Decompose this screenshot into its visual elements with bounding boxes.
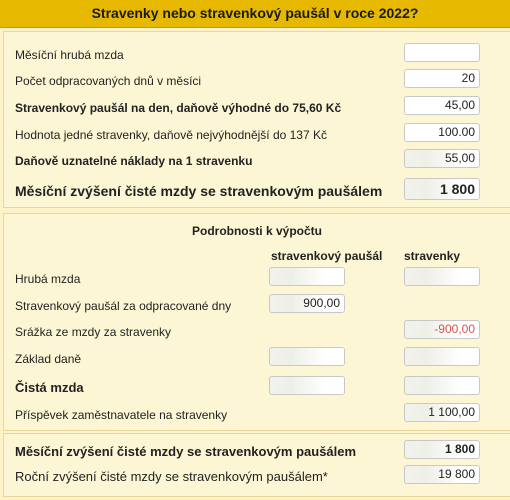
tax-base-label: Základ daně — [15, 352, 82, 366]
voucher-value-label: Hodnota jedné stravenky, daňově nejvýhodnější do 137 Kč — [15, 128, 327, 142]
deductible-cost-value: 55,00 — [404, 149, 480, 168]
monthly-result-label: Měsíční zvýšení čisté mzdy se stravenkovým paušálem — [15, 183, 383, 199]
tax-base-allowance-value — [269, 347, 345, 366]
column-header-vouchers: stravenky — [404, 249, 461, 263]
row-monthly-result — [4, 179, 510, 203]
allowance-total-value: 900,00 — [269, 294, 345, 313]
allowance-total-label: Stravenkový paušál za odpracované dny — [15, 299, 232, 313]
worked-days-label: Počet odpracovaných dnů v měsíci — [15, 74, 202, 88]
details-title: Podrobnosti k výpočtu — [191, 224, 322, 238]
row-gross-wage — [4, 267, 510, 291]
row-deductible-cost — [4, 149, 510, 173]
summary-yearly-label: Roční zvýšení čisté mzdy se stravenkovým paušálem* — [15, 469, 328, 484]
row-summary-yearly — [4, 465, 510, 489]
summary-panel — [3, 433, 510, 497]
row-voucher-value — [4, 123, 510, 147]
calculator-title: Stravenky nebo stravenkový paušál v roce 2022? — [0, 0, 510, 28]
details-panel — [3, 213, 510, 431]
net-wage-label: Čistá mzda — [15, 380, 84, 395]
row-summary-monthly — [4, 440, 510, 464]
input-panel — [3, 31, 510, 208]
voucher-deduction-label: Srážka ze mzdy za stravenky — [15, 325, 172, 339]
column-header-meal-allowance: stravenkový paušál — [271, 249, 383, 263]
employer-contribution-value: 1 100,00 — [404, 403, 480, 422]
net-wage-allowance-value — [269, 376, 345, 395]
tax-base-voucher-value — [404, 347, 480, 366]
gross-salary-input[interactable] — [404, 43, 480, 62]
row-meal-allowance — [4, 96, 510, 120]
voucher-deduction-value: -900,00 — [404, 320, 480, 339]
meal-allowance-label: Stravenkový paušál na den, daňově výhodné do 75,60 Kč — [15, 101, 342, 115]
monthly-result-value: 1 800 — [404, 178, 480, 200]
net-wage-voucher-value — [404, 376, 480, 395]
row-worked-days — [4, 69, 510, 93]
gross-salary-label: Měsíční hrubá mzda — [15, 48, 124, 62]
gross-wage-allowance-value — [269, 267, 345, 286]
summary-monthly-label: Měsíční zvýšení čisté mzdy se stravenkovým paušálem — [15, 444, 357, 459]
voucher-value-input[interactable]: 100.00 — [404, 123, 480, 142]
row-allowance-total — [4, 294, 510, 318]
summary-monthly-value: 1 800 — [404, 440, 480, 459]
summary-yearly-value: 19 800 — [404, 465, 480, 484]
row-gross-salary — [4, 43, 510, 67]
row-employer-contribution — [4, 403, 510, 427]
meal-allowance-input[interactable]: 45,00 — [404, 96, 480, 115]
deductible-cost-label: Daňově uznatelné náklady na 1 stravenku — [15, 154, 253, 168]
employer-contribution-label: Příspěvek zaměstnavatele na stravenky — [15, 408, 228, 422]
gross-wage-label: Hrubá mzda — [15, 272, 81, 286]
worked-days-input[interactable]: 20 — [404, 69, 480, 88]
gross-wage-voucher-value — [404, 267, 480, 286]
row-voucher-deduction — [4, 320, 510, 344]
row-net-wage — [4, 376, 510, 400]
row-tax-base — [4, 347, 510, 371]
